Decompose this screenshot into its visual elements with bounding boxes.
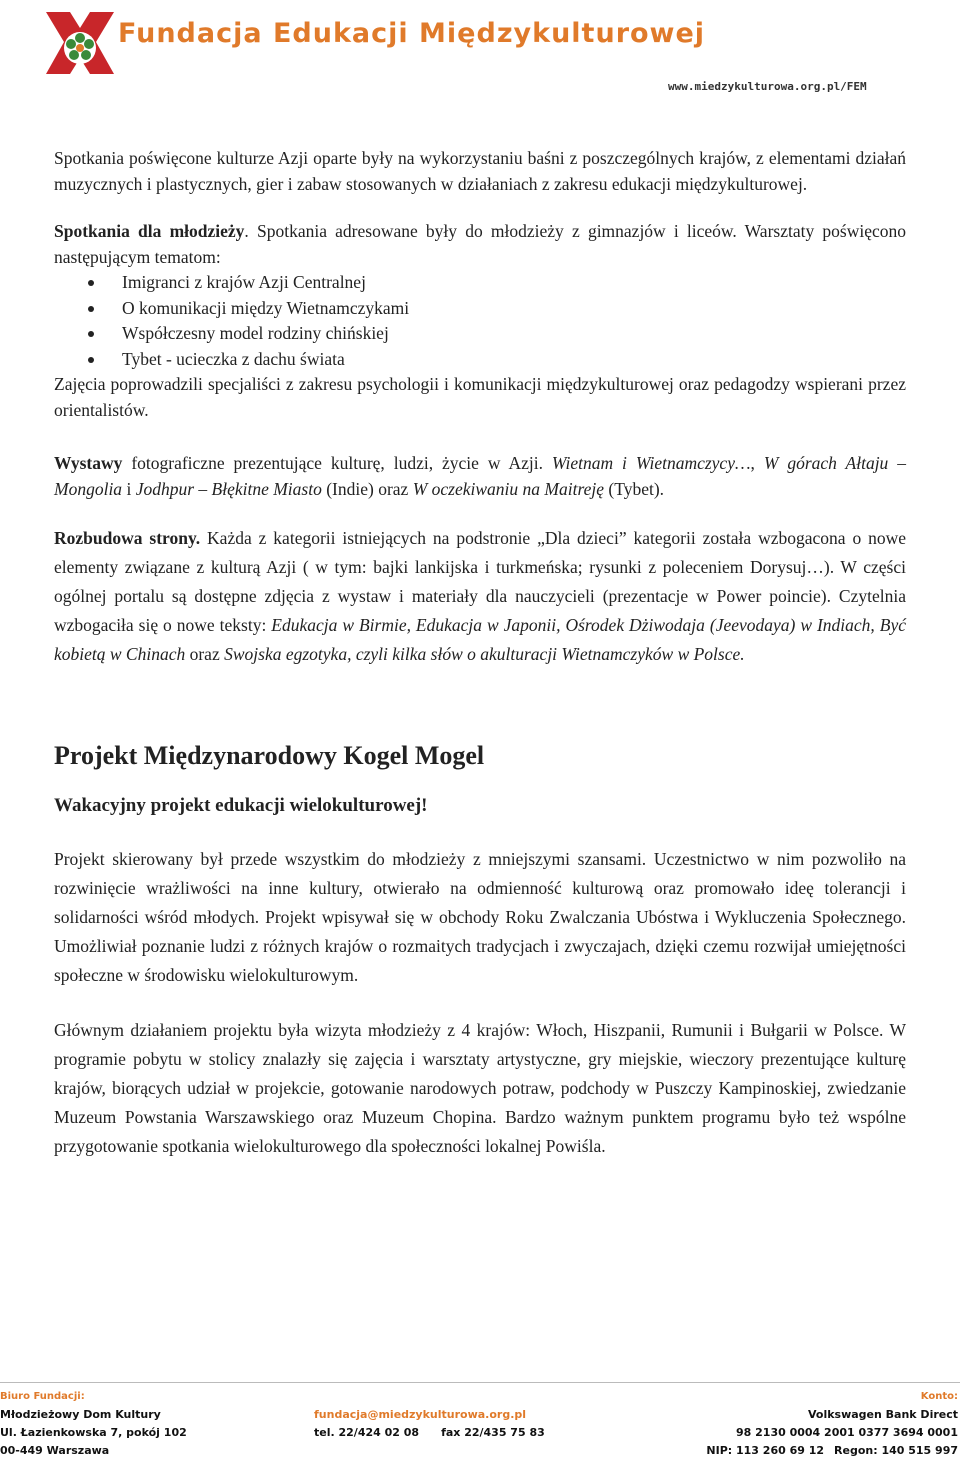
exhibitions-label: Wystawy: [54, 453, 123, 473]
list-item: Tybet - ucieczka z dachu świata: [122, 347, 906, 373]
exhibition-title: W górach Ałtaju –Mongolia: [54, 453, 906, 499]
organization-url[interactable]: www.miedzykulturowa.org.pl/FEM: [668, 80, 867, 93]
account-number: 98 2130 0004 2001 0377 3694 0001: [736, 1426, 958, 1439]
separator: ,: [750, 453, 764, 473]
separator: (Tybet).: [604, 478, 665, 499]
separator: oraz: [185, 644, 225, 664]
separator: i: [122, 478, 136, 499]
account-label: Konto:: [920, 1391, 958, 1402]
foundation-logo: [44, 4, 116, 84]
youth-text: . Spotkania adresowane były do młodzieży z gimnazjów i liceów. Warsztaty poświęcono następującym tematom:: [54, 221, 906, 267]
exhibition-title: Jodhpur – Błękitne Miasto: [135, 478, 322, 499]
contact-fax: fax 22/435 75 83: [441, 1426, 545, 1439]
intro-paragraph: Spotkania poświęcone kulturze Azji oparte były na wykorzystaniu baśni z poszczególnych krajów, z elementami działań muzycznych i plastycznych, gier i zabaw stosowanych w działaniach z zakresu edukacji międzykulturowej.: [54, 148, 906, 194]
project-title: Projekt Międzynarodowy Kogel Mogel: [54, 741, 485, 770]
expansion-paragraph: [54, 524, 906, 669]
expansion-text: Każda z kategorii istniejących na podstronie „Dla dzieci” kategorii została wzbogacona o nowe elementy związane z kulturą Azji ( w tym: bajki lankijska i turkmeńska; rysunki z poleceniem Dorysuj…). W części ogólnej portalu są dostępne zdjęcia z wystaw i materiały dla nauczycieli (prezentacje w Power poincie). Czytelnia wzbogaciła się o nowe teksty:: [54, 528, 906, 635]
contact-tel: tel. 22/424 02 08: [314, 1426, 420, 1439]
contact-info: [314, 1406, 545, 1442]
organization-name: Fundacja Edukacji Międzykulturowej: [118, 18, 706, 49]
exhibition-title: W oczekiwaniu na Maitreję: [412, 478, 605, 499]
office-line: 00-449 Warszawa: [0, 1444, 110, 1457]
project-paragraph-2: Głównym działaniem projektu była wizyta młodzieży z 4 krajów: Włoch, Hiszpanii, Rumunii i Bułgarii w Polsce. W programie pobytu w stolicy znalazły się zajęcia i warsztaty artystyczne, gry miejskie, wieczory prezentujące kulturę krajów, biorących udział w projekcie, gotowanie narodowych potraw, podchody w Puszczy Kampinoskiej, zwiedzanie Muzeum Powstania Warszawskiego oraz Muzeum Chopina. Bardzo ważnym punktem programu było też wspólne przygotowanie spotkania wielokulturowego dla społeczności lokalnej Powiśla.: [54, 1020, 906, 1156]
nip: NIP: 113 260 69 12: [706, 1444, 825, 1457]
exhibition-title: Wietnam i Wietnamczycy…: [551, 453, 751, 473]
exhibitions-text: fotograficzne prezentujące kulturę, ludzi, życie w Azji.: [122, 453, 552, 473]
list-item: Imigranci z krajów Azji Centralnej: [122, 270, 906, 296]
office-address: [0, 1388, 187, 1460]
contact-phones: [314, 1424, 545, 1442]
exhibitions-paragraph: [54, 451, 906, 502]
office-label: Biuro Fundacji:: [0, 1391, 85, 1402]
list-item: Współczesny model rodziny chińskiej: [122, 321, 906, 347]
office-line: Ul. Łazienkowska 7, pokój 102: [0, 1426, 187, 1439]
youth-paragraph: [54, 219, 906, 270]
project-paragraph-1: Projekt skierowany był przede wszystkim do młodzieży z mniejszymi szansami. Uczestnictwo w nim pozwoliło na rozwinięcie wrażliwości na inne kultury, otwierało na odmienność kulturową oraz promowało ideę tolerancji i solidarności wśród młodych. Projekt wpisywał się w obchody Roku Zwalczania Ubóstwa i Wykluczenia Społecznego. Umożliwiał poznanie ludzi z różnych krajów o rozmaitych tradycjach i zwyczajach, dzięki czemu rozwijał umiejętności społeczne w środowisku wielokulturowym.: [54, 849, 906, 985]
contact-email[interactable]: fundacja@miedzykulturowa.org.pl: [314, 1408, 527, 1421]
separator: (Indie) oraz: [321, 478, 413, 499]
leaders-paragraph: Zajęcia poprowadzili specjaliści z zakresu psychologii i komunikacji międzykulturowej oraz pedagodzy wspierani przez orientalistów.: [54, 374, 906, 420]
regon: Regon: 140 515 997: [834, 1444, 958, 1457]
bank-name: Volkswagen Bank Direct: [807, 1408, 958, 1421]
document-body: [54, 146, 906, 1161]
bank-info: [706, 1388, 958, 1460]
page-header: [0, 0, 960, 110]
reading-title-last: Swojska egzotyka, czyli kilka słów o akulturacji Wietnamczyków w Polsce.: [224, 644, 745, 664]
project-subtitle: Wakacyjny projekt edukacji wielokulturowej!: [54, 795, 428, 816]
page-footer: [0, 1382, 960, 1464]
reading-titles: Edukacja w Birmie, Edukacja w Japonii, Ośrodek Dżiwodaja (Jeevodaya) w Indiach, Być kobietą w Chinach: [54, 615, 906, 664]
office-line: Młodzieżowy Dom Kultury: [0, 1408, 161, 1421]
expansion-label: Rozbudowa strony.: [54, 528, 201, 548]
youth-label: Spotkania dla młodzieży: [54, 221, 245, 241]
tax-ids: [706, 1442, 958, 1460]
topics-list: [54, 270, 906, 372]
list-item: O komunikacji między Wietnamczykami: [122, 296, 906, 322]
